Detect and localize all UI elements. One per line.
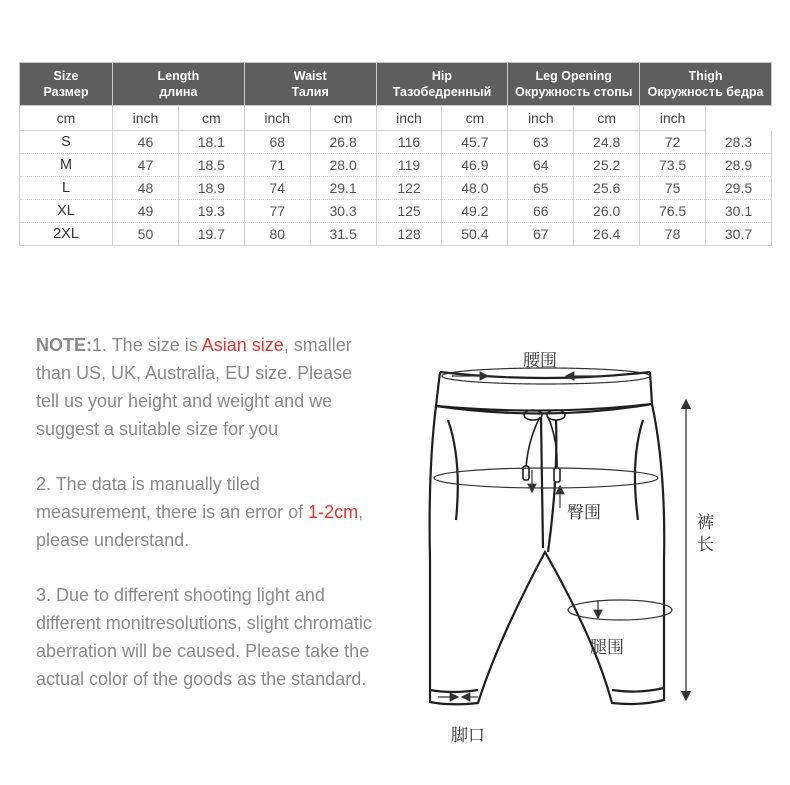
measurement-cell: 49.2 [442, 200, 508, 223]
note-paragraph-2 [36, 470, 376, 554]
measurement-cell: 29.5 [706, 177, 772, 200]
unit-cell: cm [310, 106, 376, 131]
unit-row [20, 106, 772, 131]
unit-cell: cm [574, 106, 640, 131]
measurement-cell: 31.5 [310, 223, 376, 246]
unit-cell: cm [178, 106, 244, 131]
note-p2-rest: , please understand. [36, 502, 364, 550]
header-hip-en: Hip [431, 69, 453, 83]
measurement-cell: 25.2 [574, 154, 640, 177]
thigh-label: 腿围 [590, 638, 624, 658]
table-row [20, 223, 772, 246]
header-leg-opening [508, 63, 640, 106]
measurement-cell: 71 [244, 154, 310, 177]
measurement-cell: 29.1 [310, 177, 376, 200]
measurement-cell: 50 [113, 223, 179, 246]
size-note [36, 331, 376, 720]
measurement-cell: 28.3 [706, 131, 772, 154]
table-header-row [20, 63, 772, 106]
header-waist [244, 63, 376, 106]
measurement-cell: 68 [244, 131, 310, 154]
note-error-highlight: 1-2cm [308, 502, 359, 522]
unit-cell: inch [640, 106, 706, 131]
measurement-cell: 26.8 [310, 131, 376, 154]
table-row [20, 131, 772, 154]
header-thigh-ru: Окружность бедра [647, 85, 764, 99]
thigh-measure [568, 600, 672, 620]
measurement-cell: 49 [113, 200, 179, 223]
measurement-cell: 18.5 [178, 154, 244, 177]
measurement-cell: 119 [376, 154, 442, 177]
drawstring [523, 410, 565, 482]
measurement-cell: 46 [113, 131, 179, 154]
measurement-cell: 47 [113, 154, 179, 177]
measurement-cell: 30.7 [706, 223, 772, 246]
table-row [20, 200, 772, 223]
size-cell: S [20, 131, 113, 154]
measurement-cell: 28.0 [310, 154, 376, 177]
unit-cell: inch [376, 106, 442, 131]
measurement-cell: 76.5 [640, 200, 706, 223]
header-length-ru: длина [159, 85, 198, 99]
note-p2-text: 2. The data is manually tiled measurement, there is an error of [36, 474, 309, 522]
measurement-cell: 48 [113, 177, 179, 200]
note-p1-rest: , smaller than US, UK, Australia, EU size. Please tell us your height and weight and we suggest a suitable size for you [36, 335, 353, 439]
header-hip [376, 63, 508, 106]
measurement-cell: 64 [508, 154, 574, 177]
header-leg-opening-ru: Окружность стопы [515, 85, 633, 99]
measurement-cell: 66 [508, 200, 574, 223]
size-chart-table [19, 62, 772, 246]
header-size-ru: Размер [43, 85, 89, 99]
measurement-cell: 28.9 [706, 154, 772, 177]
measurement-cell: 78 [640, 223, 706, 246]
note-asian-size-highlight: Asian size [201, 335, 284, 355]
measurement-cell: 67 [508, 223, 574, 246]
measurement-cell: 19.7 [178, 223, 244, 246]
measurement-cell: 128 [376, 223, 442, 246]
measurement-cell: 19.3 [178, 200, 244, 223]
table-row [20, 177, 772, 200]
measurement-cell: 65 [508, 177, 574, 200]
header-length [113, 63, 245, 106]
hip-label: 臀围 [567, 503, 601, 523]
size-cell: L [20, 177, 113, 200]
measurement-cell: 75 [640, 177, 706, 200]
measurement-cell: 26.4 [574, 223, 640, 246]
measurement-cell: 18.9 [178, 177, 244, 200]
header-hip-ru: Тазобедренный [392, 85, 492, 99]
measurement-cell: 77 [244, 200, 310, 223]
measurement-cell: 26.0 [574, 200, 640, 223]
unit-cell: inch [508, 106, 574, 131]
note-prefix: NOTE: [36, 335, 92, 355]
measurement-cell: 46.9 [442, 154, 508, 177]
header-size [20, 63, 113, 106]
measurement-cell: 80 [244, 223, 310, 246]
size-cell: 2XL [20, 223, 113, 246]
measurement-cell: 18.1 [178, 131, 244, 154]
header-size-en: Size [53, 69, 79, 83]
measurement-cell: 74 [244, 177, 310, 200]
size-cell: XL [20, 200, 113, 223]
header-length-en: Length [157, 69, 200, 83]
note-paragraph-1 [36, 331, 376, 443]
hip-measure [434, 468, 658, 508]
unit-cell: inch [113, 106, 179, 131]
table-row [20, 154, 772, 177]
measurement-cell: 125 [376, 200, 442, 223]
measurement-cell: 45.7 [442, 131, 508, 154]
header-thigh [640, 63, 772, 106]
measurement-cell: 116 [376, 131, 442, 154]
shorts-outline [430, 372, 665, 704]
leg-opening-label: 脚口 [451, 726, 485, 746]
measurement-cell: 30.1 [706, 200, 772, 223]
measurement-cell: 50.4 [442, 223, 508, 246]
measurement-cell: 25.6 [574, 177, 640, 200]
measurement-cell: 24.8 [574, 131, 640, 154]
note-paragraph-3: 3. Due to different shooting light and different monitresolutions, slight chromatic aberration will be caused. Please take the actual color of the goods as the standard. [36, 585, 372, 689]
measurement-cell: 122 [376, 177, 442, 200]
note-p1-text: 1. The size is [92, 335, 202, 355]
unit-cell: cm [442, 106, 508, 131]
measurement-cell: 73.5 [640, 154, 706, 177]
unit-cell: inch [244, 106, 310, 131]
header-leg-opening-en: Leg Opening [535, 69, 612, 83]
header-thigh-en: Thigh [688, 69, 723, 83]
waist-label: 腰围 [523, 351, 557, 371]
header-waist-ru: Талия [291, 85, 329, 99]
measurement-cell: 48.0 [442, 177, 508, 200]
length-label: 裤长 [697, 513, 714, 555]
measurement-cell: 30.3 [310, 200, 376, 223]
measurement-cell: 72 [640, 131, 706, 154]
unit-cell: cm [20, 106, 113, 131]
size-cell: M [20, 154, 113, 177]
measurement-cell: 63 [508, 131, 574, 154]
header-waist-en: Waist [293, 69, 327, 83]
